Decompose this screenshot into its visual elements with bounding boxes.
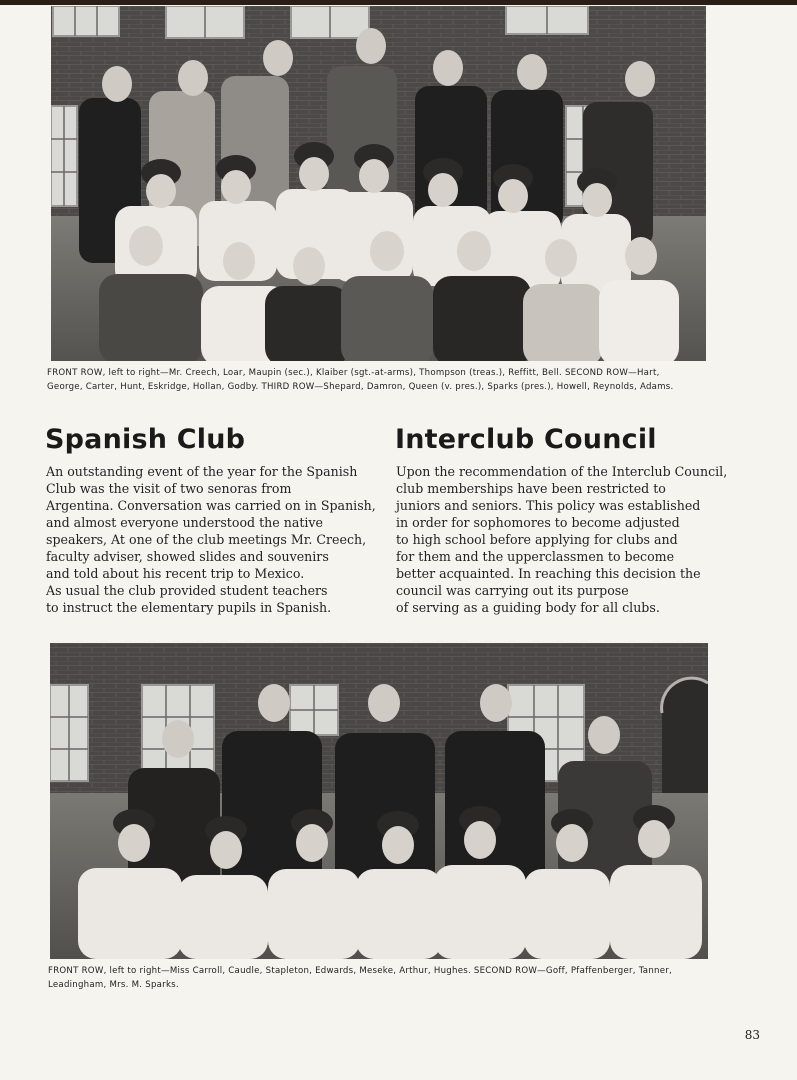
- interclub-council-group-photo: [50, 643, 708, 959]
- interclub-council-paragraph: [396, 463, 727, 616]
- text-line: Argentina. Conversation was carried on in Spanish,: [46, 498, 376, 513]
- text-line: and told about his recent trip to Mexico.: [46, 566, 305, 581]
- text-line: club memberships have been restricted to: [396, 481, 666, 496]
- page-number: 83: [744, 1028, 760, 1042]
- spanish-club-paragraph: [46, 463, 376, 616]
- text-line: As usual the club provided student teachers: [46, 583, 328, 598]
- text-line: Club was the visit of two senoras from: [46, 481, 292, 496]
- text-line: to high school before applying for clubs and: [396, 532, 678, 547]
- text-line: Upon the recommendation of the Interclub Council,: [396, 464, 728, 479]
- text-line: speakers, At one of the club meetings Mr. Creech,: [46, 532, 367, 547]
- text-line: faculty adviser, showed slides and souvenirs: [46, 549, 329, 564]
- text-line: and almost everyone understood the native: [46, 515, 323, 530]
- text-line: juniors and seniors. This policy was established: [396, 498, 701, 513]
- text-line: in order for sophomores to become adjusted: [396, 515, 680, 530]
- interclub-council-photo-caption: [48, 964, 672, 992]
- caption-line: FRONT ROW, left to right—Miss Carroll, Caudle, Stapleton, Edwards, Meseke, Arthur, Hughes. SECOND ROW—Goff, Pfaffenberger, Tanner,: [48, 966, 673, 976]
- text-line: better acquainted. In reaching this decision the: [396, 566, 701, 581]
- interclub-council-heading: Interclub Council: [395, 424, 657, 455]
- spanish-club-heading: Spanish Club: [45, 424, 246, 455]
- caption-line: FRONT ROW, left to right—Mr. Creech, Loar, Maupin (sec.), Klaiber (sgt.-at-arms), Thompson (treas.), Reffitt, Bell. SECOND ROW—Hart,: [47, 368, 660, 378]
- spanish-club-group-photo: [51, 6, 706, 361]
- caption-line: George, Carter, Hunt, Eskridge, Hollan, Godby. THIRD ROW—Shepard, Damron, Queen (v. pres.), Sparks (pres.), Howell, Reynolds, Adams.: [47, 382, 674, 392]
- text-line: of serving as a guiding body for all clubs.: [396, 600, 660, 615]
- text-line: An outstanding event of the year for the Spanish: [46, 464, 358, 479]
- text-line: for them and the upperclassmen to become: [396, 549, 675, 564]
- caption-line: Leadingham, Mrs. M. Sparks.: [48, 980, 179, 990]
- page-top-edge: [0, 0, 797, 5]
- spanish-club-photo-caption: [47, 366, 674, 394]
- text-line: to instruct the elementary pupils in Spanish.: [46, 600, 332, 615]
- text-line: council was carrying out its purpose: [396, 583, 629, 598]
